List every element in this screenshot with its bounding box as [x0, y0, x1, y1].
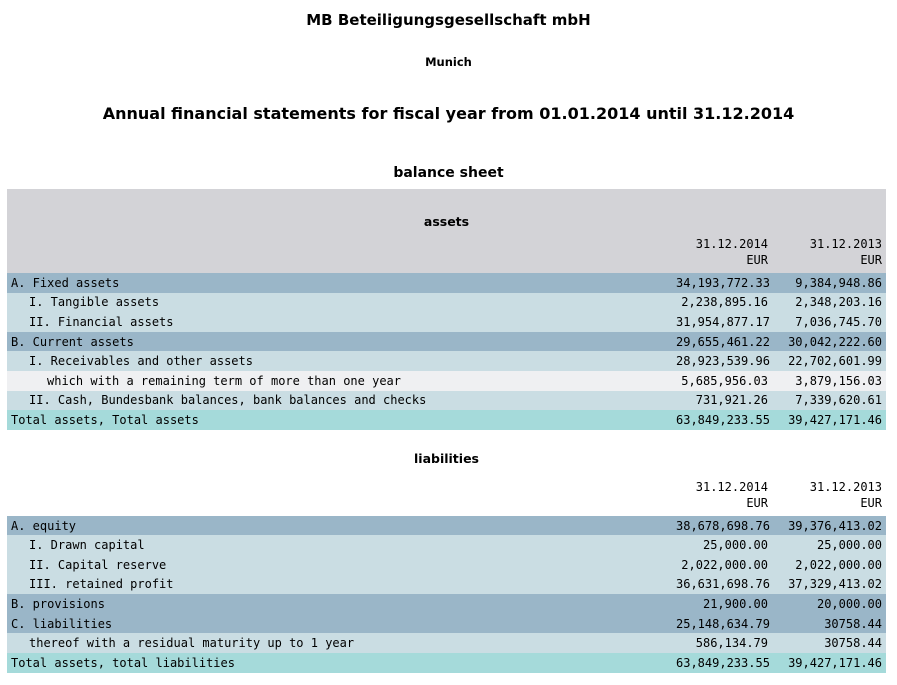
liabilities-table — [7, 476, 886, 673]
row-label: I. Drawn capital — [7, 535, 672, 555]
row-value-2013: 20,000.00 — [772, 594, 886, 614]
liabilities-title: liabilities — [7, 430, 886, 476]
liabilities-col2-date: 31.12.2013 — [809, 479, 882, 494]
row-value-2013: 25,000.00 — [772, 535, 886, 555]
row-value-2014: 31,954,877.17 — [672, 312, 772, 332]
table-row — [7, 575, 886, 595]
table-row — [7, 351, 886, 371]
row-value-2014: 63,849,233.55 — [672, 410, 772, 430]
table-row — [7, 312, 886, 332]
row-value-2014: 38,678,698.76 — [672, 516, 772, 536]
row-value-2013: 22,702,601.99 — [772, 351, 886, 371]
row-value-2013: 9,384,948.86 — [772, 273, 886, 293]
table-row — [7, 535, 886, 555]
row-value-2013: 2,022,000.00 — [772, 555, 886, 575]
liabilities-header-row — [7, 476, 886, 516]
total-row — [7, 410, 886, 430]
row-label: III. retained profit — [7, 575, 672, 595]
row-value-2013: 2,348,203.16 — [772, 293, 886, 313]
table-row — [7, 633, 886, 653]
row-value-2014: 34,193,772.33 — [672, 273, 772, 293]
row-label: I. Tangible assets — [7, 293, 672, 313]
table-row — [7, 614, 886, 634]
row-value-2013: 39,376,413.02 — [772, 516, 886, 536]
row-label: C. liabilities — [7, 614, 672, 634]
row-value-2013: 7,339,620.61 — [772, 391, 886, 411]
row-label: II. Financial assets — [7, 312, 672, 332]
city: Munich — [425, 55, 472, 69]
liabilities-col2-currency: EUR — [860, 495, 882, 510]
row-value-2014: 2,022,000.00 — [672, 555, 772, 575]
row-label: B. provisions — [7, 594, 672, 614]
row-value-2013: 37,329,413.02 — [772, 575, 886, 595]
assets-col2-date: 31.12.2013 — [809, 237, 882, 251]
table-row — [7, 332, 886, 352]
row-label: Total assets, Total assets — [7, 410, 672, 430]
row-value-2014: 731,921.26 — [672, 391, 772, 411]
row-label: Total assets, total liabilities — [7, 653, 672, 673]
row-value-2014: 29,655,461.22 — [672, 332, 772, 352]
row-value-2013: 3,879,156.03 — [772, 371, 886, 391]
assets-title: assets — [7, 189, 886, 233]
row-value-2014: 5,685,956.03 — [672, 371, 772, 391]
row-label: B. Current assets — [7, 332, 672, 352]
assets-col1-date: 31.12.2014 — [695, 237, 768, 251]
row-value-2014: 25,148,634.79 — [672, 614, 772, 634]
row-value-2013: 39,427,171.46 — [772, 410, 886, 430]
row-value-2013: 30,042,222.60 — [772, 332, 886, 352]
table-row — [7, 516, 886, 536]
row-label: thereof with a residual maturity up to 1 year — [7, 633, 672, 653]
row-value-2014: 63,849,233.55 — [672, 653, 772, 673]
table-row — [7, 293, 886, 313]
row-label: which with a remaining term of more than one year — [7, 371, 672, 391]
liabilities-col1-currency: EUR — [746, 495, 768, 510]
total-row — [7, 653, 886, 673]
row-value-2013: 30758.44 — [772, 614, 886, 634]
row-label: A. Fixed assets — [7, 273, 672, 293]
table-row — [7, 391, 886, 411]
row-value-2014: 28,923,539.96 — [672, 351, 772, 371]
row-value-2014: 36,631,698.76 — [672, 575, 772, 595]
row-value-2014: 586,134.79 — [672, 633, 772, 653]
row-label: II. Capital reserve — [7, 555, 672, 575]
company-name: MB Beteiligungsgesellschaft mbH — [306, 11, 591, 29]
liabilities-col1-date: 31.12.2014 — [695, 479, 768, 494]
row-value-2014: 21,900.00 — [672, 594, 772, 614]
row-label: I. Receivables and other assets — [7, 351, 672, 371]
table-row — [7, 371, 886, 391]
row-value-2014: 25,000.00 — [672, 535, 772, 555]
assets-col2-currency: EUR — [860, 253, 882, 267]
table-row — [7, 594, 886, 614]
balance-sheet-title: balance sheet — [393, 165, 504, 181]
table-row — [7, 555, 886, 575]
assets-table — [7, 233, 886, 430]
row-label: II. Cash, Bundesbank balances, bank balances and checks — [7, 391, 672, 411]
table-row — [7, 273, 886, 293]
assets-col1-currency: EUR — [746, 253, 768, 267]
row-value-2013: 39,427,171.46 — [772, 653, 886, 673]
row-value-2013: 7,036,745.70 — [772, 312, 886, 332]
fiscal-year-title: Annual financial statements for fiscal year from 01.01.2014 until 31.12.2014 — [102, 104, 795, 123]
assets-header-row — [7, 233, 886, 273]
balance-sheet — [7, 189, 886, 673]
row-value-2014: 2,238,895.16 — [672, 293, 772, 313]
row-value-2013: 30758.44 — [772, 633, 886, 653]
row-label: A. equity — [7, 516, 672, 536]
